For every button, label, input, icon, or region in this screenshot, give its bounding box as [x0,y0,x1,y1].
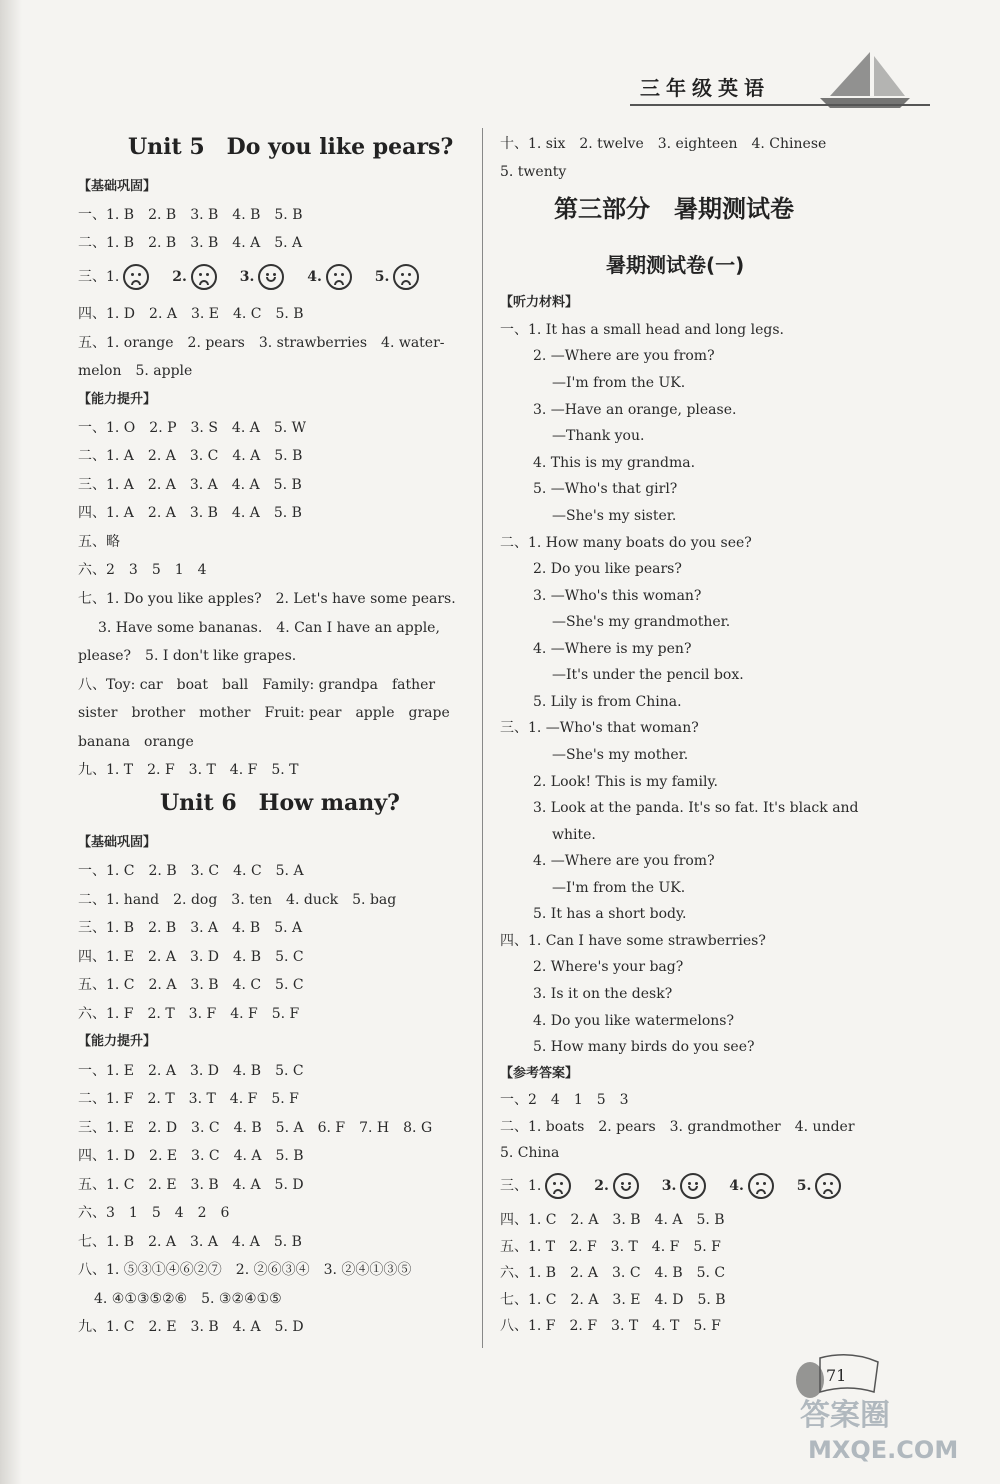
unit-title: Unit 5 Do you like pears? [128,134,454,160]
column-divider [482,128,483,1348]
answer-line: 5. —Who's that girl? [533,481,678,497]
answer-line: 四、1. A 2. A 3. B 4. A 5. B [78,505,302,521]
sad-face-icon [748,1173,774,1199]
row-label: 三、1. [500,1178,542,1194]
answer-line: 七、1. B 2. A 3. A 4. A 5. B [78,1234,302,1250]
answer-line: 六、3 1 5 4 2 6 [78,1205,230,1221]
answer-line: 八、1. ⑤③①④⑥②⑦ 2. ②⑥③④ 3. ②④①③⑤ [78,1262,412,1278]
part-title: 第三部分 暑期测试卷 [554,195,794,223]
page-number: 71 [826,1366,847,1385]
watermark-logo: 答案圈 [800,1398,890,1433]
page-edge [0,0,22,1484]
item-number: 4. [302,269,322,285]
answer-line: 3. Have some bananas. 4. Can I have an apple, [98,620,440,636]
answer-line: 六、1. B 2. A 3. C 4. B 5. C [500,1265,726,1281]
answer-line: 八、1. F 2. F 3. T 4. T 5. F [500,1318,721,1334]
answer-line: 三、1. —Who's that woman? [500,720,699,736]
sad-face-icon [545,1173,571,1199]
answer-line: 3. Is it on the desk? [533,986,673,1002]
sad-face-icon [393,264,419,290]
answer-line: 5. How many birds do you see? [533,1039,755,1055]
answer-line: 一、2 4 1 5 3 [500,1092,629,1108]
answer-line: 2. Do you like pears? [533,561,682,577]
answer-line: 九、1. C 2. E 3. B 4. A 5. D [78,1319,304,1335]
answer-line: 四、1. D 2. A 3. E 4. C 5. B [78,306,304,322]
answer-line: 四、1. C 2. A 3. B 4. A 5. B [500,1212,725,1228]
answer-line: 六、1. F 2. T 3. F 4. F 5. F [78,1006,300,1022]
answer-line: 4. This is my grandma. [533,455,696,471]
item-number: 5. [791,1178,812,1194]
happy-face-icon [613,1173,639,1199]
happy-face-icon [680,1173,706,1199]
section-heading: 【基础巩固】 [78,179,157,194]
face-answer-row [78,264,437,290]
item-number: 3. [656,1178,677,1194]
answer-line: 十、1. six 2. twelve 3. eighteen 4. Chinese [500,136,827,152]
section-heading: 【能力提升】 [78,392,157,407]
row-label: 三、1. [78,269,120,285]
answer-line: 九、1. T 2. F 3. T 4. F 5. T [78,762,299,778]
answer-line: 二、1. F 2. T 3. T 4. F 5. F [78,1091,299,1107]
answer-line: 一、1. O 2. P 3. S 4. A 5. W [78,420,307,436]
answer-line: 七、1. C 2. A 3. E 4. D 5. B [500,1292,726,1308]
sad-face-icon [326,264,352,290]
answer-line: please? 5. I don't like grapes. [78,648,297,664]
answer-line: 二、1. B 2. B 3. B 4. A 5. A [78,235,303,251]
answer-line: 一、1. It has a small head and long legs. [500,322,784,338]
item-number: 2. [167,269,187,285]
answer-line: 八、Toy: car boat ball Family: grandpa father [78,677,436,693]
answer-line: 4. —Where are you from? [533,853,715,869]
answer-line: 二、1. boats 2. pears 3. grandmother 4. under [500,1119,855,1135]
answer-line: —I'm from the UK. [552,375,686,391]
answer-line: 一、1. B 2. B 3. B 4. B 5. B [78,207,303,223]
answer-line: 2. Look! This is my family. [533,774,718,790]
answer-line: 3. —Have an orange, please. [533,402,737,418]
answer-line: 六、2 3 5 1 4 [78,562,207,578]
answer-line: 5. twenty [500,164,567,180]
face-answer-row [500,1173,859,1199]
answer-line: 三、1. B 2. B 3. A 4. B 5. A [78,920,303,936]
answer-line: 四、1. Can I have some strawberries? [500,933,766,949]
sad-face-icon [123,264,149,290]
header-title: 三年级英语 [640,76,770,100]
item-number: 2. [589,1178,609,1194]
answer-line: 二、1. hand 2. dog 3. ten 4. duck 5. bag [78,892,397,908]
answer-line: 四、1. D 2. E 3. C 4. A 5. B [78,1148,304,1164]
section-heading: 【听力材料】 [500,295,579,310]
item-number: 3. [234,269,255,285]
answer-line: 五、1. C 2. A 3. B 4. C 5. C [78,977,304,993]
answer-line: —She's my sister. [552,508,677,524]
answer-line: 一、1. E 2. A 3. D 4. B 5. C [78,1063,304,1079]
answer-line: —I'm from the UK. [552,880,686,896]
unit-title: Unit 6 How many? [160,790,400,816]
answer-line: —She's my mother. [552,747,689,763]
answer-line: 4. ④①③⑤②⑥ 5. ③②④①⑤ [94,1291,282,1307]
answer-line: 4. Do you like watermelons? [533,1013,734,1029]
section-heading: 【能力提升】 [78,1034,157,1049]
answer-line: —She's my grandmother. [552,614,731,630]
answer-line: 二、1. A 2. A 3. C 4. A 5. B [78,448,303,464]
answer-line: 3. —Who's this woman? [533,588,702,604]
item-number: 4. [724,1178,744,1194]
header-rule [630,104,930,106]
happy-face-icon [258,264,284,290]
answer-line: 2. —Where are you from? [533,348,715,364]
answer-line: 五、1. C 2. E 3. B 4. A 5. D [78,1177,304,1193]
answer-line: 5. Lily is from China. [533,694,682,710]
answer-line: 5. China [500,1145,560,1161]
answer-line: 五、略 [78,534,120,550]
answer-line: 3. Look at the panda. It's so fat. It's black and [533,800,859,816]
answer-line: 五、1. orange 2. pears 3. strawberries 4. water- [78,335,445,351]
item-number: 5. [369,269,390,285]
answer-line: 三、1. A 2. A 3. A 4. A 5. B [78,477,302,493]
answer-line: 五、1. T 2. F 3. T 4. F 5. F [500,1239,721,1255]
answer-line: 一、1. C 2. B 3. C 4. C 5. A [78,863,304,879]
answer-line: 2. Where's your bag? [533,959,684,975]
answer-line: 4. —Where is my pen? [533,641,692,657]
sad-face-icon [815,1173,841,1199]
answer-line: —Thank you. [552,428,645,444]
section-heading: 【基础巩固】 [78,835,157,850]
answer-line: melon 5. apple [78,363,193,379]
watermark-url: MXQE.COM [808,1436,959,1464]
answer-line: white. [552,827,596,843]
answer-line: 三、1. E 2. D 3. C 4. B 5. A 6. F 7. H 8. G [78,1120,433,1136]
answer-line: 二、1. How many boats do you see? [500,535,752,551]
answer-line: sister brother mother Fruit: pear apple grape [78,705,450,721]
test-title: 暑期测试卷(一) [606,253,745,277]
answer-line: banana orange [78,734,194,750]
answer-line: 七、1. Do you like apples? 2. Let's have some pears. [78,591,456,607]
answer-line: 5. It has a short body. [533,906,687,922]
answer-line: —It's under the pencil box. [552,667,744,683]
sad-face-icon [191,264,217,290]
answer-line: 四、1. E 2. A 3. D 4. B 5. C [78,949,304,965]
section-heading: 【参考答案】 [500,1066,579,1081]
